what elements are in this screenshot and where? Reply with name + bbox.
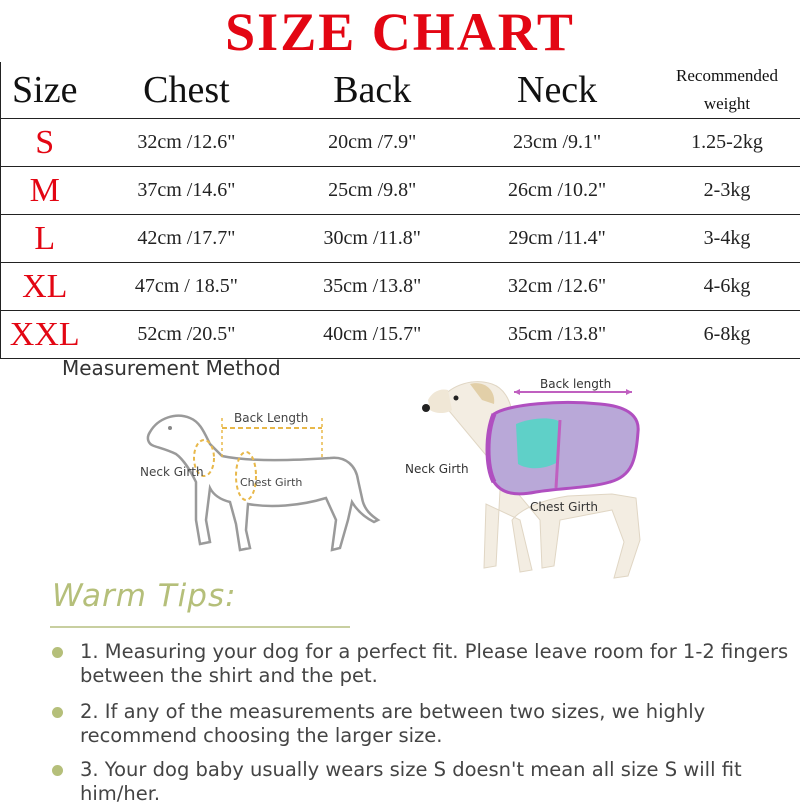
header-back: Back	[284, 62, 460, 119]
tip-text: 1. Measuring your dog for a perfect fit. Please leave room for 1-2 fingers between the shirt and the pet.	[80, 640, 788, 687]
photo-back-length-label: Back length	[540, 377, 611, 391]
tip-text: 2. If any of the measurements are between two sizes, we highly recommend choosing the larger size.	[80, 700, 705, 747]
weight-cell: 3-4kg	[654, 215, 800, 263]
header-recommended-weight: Recommended weight	[654, 62, 800, 119]
size-label: S	[1, 119, 89, 167]
bullet-icon	[52, 647, 63, 658]
header-neck: Neck	[460, 62, 654, 119]
neck-cell: 29cm /11.4"	[460, 215, 654, 263]
dog-photo	[405, 377, 640, 578]
tip-text: 3. Your dog baby usually wears size S doesn't mean all size S will fit him/her.	[80, 758, 742, 805]
header-size: Size	[1, 62, 89, 119]
bullet-icon	[52, 707, 63, 718]
chest-cell: 42cm /17.7"	[88, 215, 284, 263]
back-cell: 35cm /13.8"	[284, 263, 460, 311]
measurement-diagram	[0, 370, 800, 590]
table-row	[1, 167, 800, 215]
chest-cell: 37cm /14.6"	[88, 167, 284, 215]
weight-cell: 2-3kg	[654, 167, 800, 215]
weight-cell: 4-6kg	[654, 263, 800, 311]
weight-cell: 6-8kg	[654, 311, 800, 359]
table-header-row	[1, 62, 800, 119]
neck-cell: 35cm /13.8"	[460, 311, 654, 359]
bullet-icon	[52, 765, 63, 776]
tips-divider	[50, 626, 350, 628]
photo-chest-girth-label: Chest Girth	[530, 500, 598, 514]
chest-cell: 47cm / 18.5"	[88, 263, 284, 311]
weight-cell: 1.25-2kg	[654, 119, 800, 167]
header-chest: Chest	[88, 62, 284, 119]
back-cell: 30cm /11.8"	[284, 215, 460, 263]
table-row	[1, 263, 800, 311]
size-label: XXL	[1, 311, 89, 359]
back-cell: 20cm /7.9"	[284, 119, 460, 167]
back-cell: 40cm /15.7"	[284, 311, 460, 359]
chest-cell: 32cm /12.6"	[88, 119, 284, 167]
chest-cell: 52cm /20.5"	[88, 311, 284, 359]
measurement-method-title: Measurement Method	[62, 356, 281, 380]
back-cell: 25cm /9.8"	[284, 167, 460, 215]
size-label: XL	[1, 263, 89, 311]
tip-item	[52, 758, 800, 806]
neck-cell: 32cm /12.6"	[460, 263, 654, 311]
size-table	[0, 62, 800, 359]
tip-item	[52, 700, 800, 748]
warm-tips-title: Warm Tips:	[52, 578, 237, 614]
dog-sketch	[140, 411, 378, 550]
size-label: L	[1, 215, 89, 263]
tip-item	[52, 640, 800, 688]
size-label: M	[1, 167, 89, 215]
table-row	[1, 215, 800, 263]
neck-girth-label: Neck Girth	[140, 465, 204, 479]
table-row	[1, 119, 800, 167]
chest-girth-label: Chest Girth	[240, 476, 302, 489]
photo-neck-girth-label: Neck Girth	[405, 462, 469, 476]
back-length-label: Back Length	[234, 411, 308, 425]
table-row	[1, 311, 800, 359]
neck-cell: 26cm /10.2"	[460, 167, 654, 215]
size-chart-title: SIZE CHART	[0, 0, 800, 62]
neck-cell: 23cm /9.1"	[460, 119, 654, 167]
